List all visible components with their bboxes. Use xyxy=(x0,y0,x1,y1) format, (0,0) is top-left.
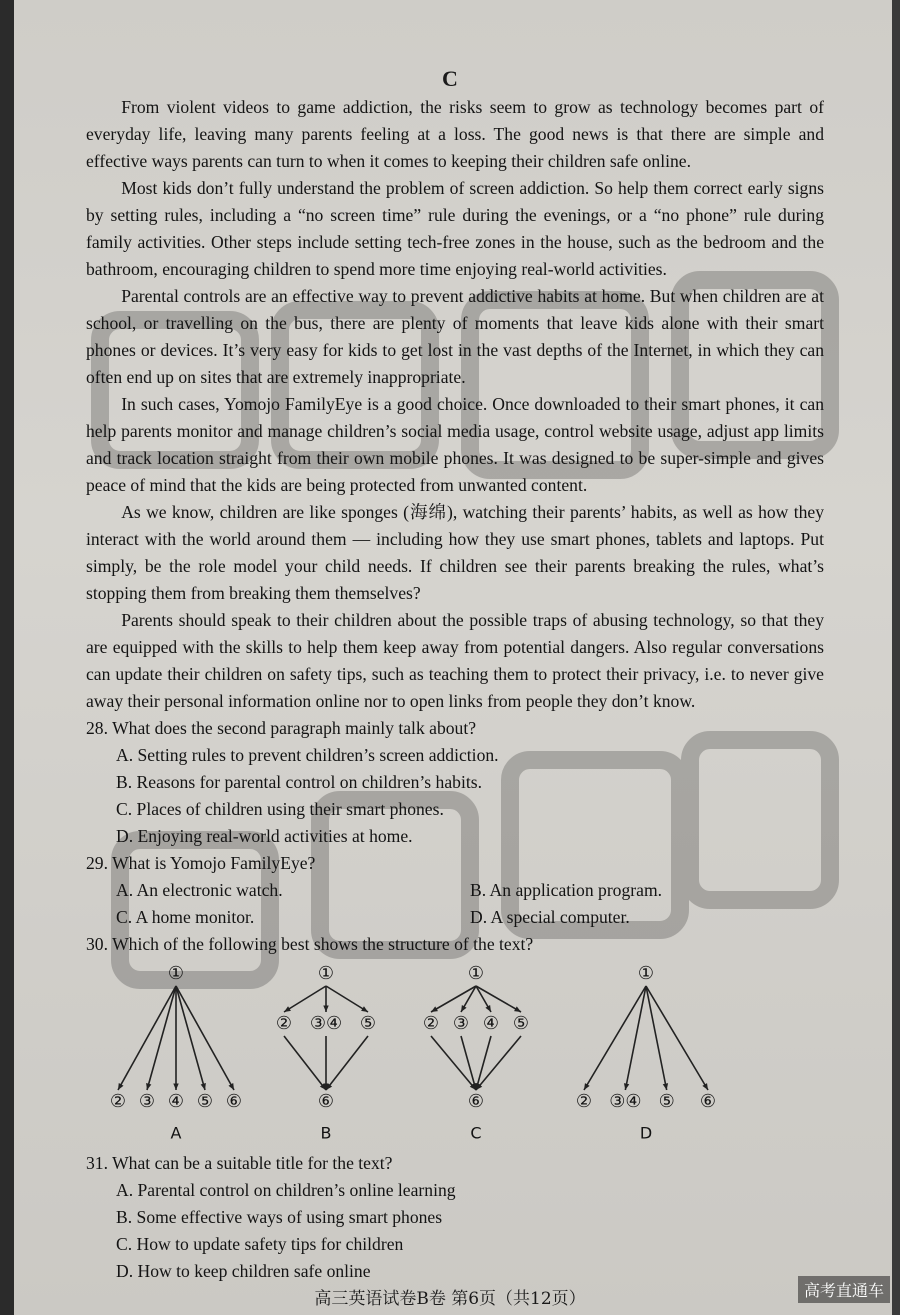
diagram-d-arrow-2-head xyxy=(663,1083,668,1090)
question-28 xyxy=(86,715,824,850)
question-30-stem: 30. Which of the following best shows the structure of the text? xyxy=(86,934,534,954)
diagram-b-letter: B xyxy=(320,1123,332,1142)
question-31-option-c: C. How to update safety tips for children xyxy=(116,1234,404,1254)
diagram-c-letter: C xyxy=(470,1123,482,1142)
diagram-b-middle-node-2: ⑤ xyxy=(359,1013,377,1034)
diagram-d-bottom-node-1: ③④ xyxy=(609,1091,642,1112)
diagram-b-arrow-top-2 xyxy=(326,986,368,1012)
diagram-a-arrow-0 xyxy=(118,986,176,1090)
watermark-badge: 高考直通车 xyxy=(798,1276,890,1303)
diagram-d-bottom-node-2: ⑤ xyxy=(658,1091,675,1112)
diagram-b-arrow-mid-2-0 xyxy=(326,1036,368,1090)
right-scan-edge xyxy=(892,0,900,1315)
paragraph-3: Parental controls are an effective way to prevent addictive habits at home. But when children are at school, or travelling on the bus, there are plenty of moments that leave kids alone with their smart phones or devices. It’s very easy for kids to get lost in the vast depths of the Internet, in which they can often end up on sites that are extremely inappropriate. xyxy=(86,286,824,387)
section-heading: C xyxy=(442,66,458,91)
paragraph-1: From violent videos to game addiction, the risks seem to grow as technology becomes part of everyday life, leaving many parents feeling at a loss. The good news is that there are simple and effective ways parents can turn to when it comes to keeping their children safe online. xyxy=(86,97,824,171)
paragraph-6: Parents should speak to their children about the possible traps of abusing technology, so that they are equipped with the skills to help them keep away from potential dangers. Also regular conversations can update their children on safety tips, such as teaching them to protect their privacy, i.e. to never give away their personal information online nor to open links from people they don’t know. xyxy=(86,610,824,711)
diagram-d-arrow-3 xyxy=(646,986,708,1090)
diagram-a-bottom-node-1: ③ xyxy=(138,1091,156,1112)
question-31-stem: 31. What can be a suitable title for the text? xyxy=(86,1153,393,1173)
diagram-c-middle-node-2: ④ xyxy=(482,1013,500,1034)
question-31-option-a: A. Parental control on children’s online learning xyxy=(116,1180,456,1200)
passage-and-questions xyxy=(86,94,824,1285)
question-29 xyxy=(86,850,824,931)
diagram-d-bottom-node-3: ⑥ xyxy=(699,1091,717,1112)
diagram-d-arrow-1 xyxy=(625,986,646,1090)
diagram-b-top-node: ① xyxy=(317,963,335,984)
diagram-d-bottom-node-0: ② xyxy=(575,1091,593,1112)
diagram-a-arrow-3 xyxy=(176,986,205,1090)
question-29-option-b: B. An application program. xyxy=(470,880,663,900)
diagram-b-middle-node-0: ② xyxy=(275,1013,293,1034)
diagram-a-letter: A xyxy=(170,1123,182,1142)
diagram-a-arrow-3-head xyxy=(201,1083,206,1090)
question-28-option-b: B. Reasons for parental control on children’s habits. xyxy=(116,772,482,792)
question-28-stem: 28. What does the second paragraph mainly talk about? xyxy=(86,718,477,738)
diagram-b-bottom-node-0: ⑥ xyxy=(317,1091,335,1112)
question-29-option-c: C. A home monitor. xyxy=(116,907,255,927)
question-31-option-d: D. How to keep children safe online xyxy=(116,1261,371,1281)
diagram-d-letter: D xyxy=(639,1123,653,1142)
diagram-c-top-node: ① xyxy=(467,963,485,984)
diagram-c-bottom-node-0: ⑥ xyxy=(467,1091,485,1112)
diagram-a-arrow-4 xyxy=(176,986,234,1090)
question-29-option-d: D. A special computer. xyxy=(470,907,630,927)
diagram-b-middle-node-1: ③④ xyxy=(309,1013,343,1034)
diagram-a-bottom-node-2: ④ xyxy=(167,1091,185,1112)
diagram-a-top-node: ① xyxy=(167,963,185,984)
diagram-c-middle-node-1: ③ xyxy=(452,1013,470,1034)
diagram-b-arrow-mid-0-0 xyxy=(284,1036,326,1090)
diagram-d-arrow-1-head xyxy=(624,1083,629,1090)
diagram-a-arrow-1-head xyxy=(146,1083,151,1090)
diagram-a-bottom-node-0: ② xyxy=(109,1091,127,1112)
diagram-d-arrow-2 xyxy=(646,986,667,1090)
diagram-a-bottom-node-3: ⑤ xyxy=(196,1091,214,1112)
question-31-option-b: B. Some effective ways of using smart phones xyxy=(116,1207,443,1227)
question-30 xyxy=(86,931,824,1142)
left-scan-edge xyxy=(0,0,14,1315)
page-footer: 高三英语试卷B卷 第6页（共12页） xyxy=(314,1289,586,1309)
structure-diagrams xyxy=(86,962,824,1142)
diagram-b-arrow-top-1-head xyxy=(323,1006,328,1012)
structure-diagrams-svg xyxy=(86,962,826,1142)
diagram-a-arrow-1 xyxy=(147,986,176,1090)
question-29-stem: 29. What is Yomojo FamilyEye? xyxy=(86,853,316,873)
paragraph-5: As we know, children are like sponges (海绵), watching their parents’ habits, as well as how they interact with the world around them — including how they use smart phones, tablets and laptops. Put simply, be the role model your child needs. If children see their parents breaking the rules, what’s stopping them from breaking them themselves? xyxy=(86,502,824,603)
diagram-b-arrow-top-0 xyxy=(284,986,326,1012)
paragraph-2: Most kids don’t fully understand the problem of screen addiction. So help them correct early signs by setting rules, including a “no screen time” rule during the evenings, or a “no phone” rule during family activities. Other steps include setting tech-free zones in the house, such as the bedroom and the bathroom, encouraging children to spend more time enjoying real-world activities. xyxy=(86,178,824,279)
paragraph-4: In such cases, Yomojo FamilyEye is a good choice. Once downloaded to their smart phones, it can help parents monitor and manage children’s social media usage, control website usage, adjust app limits and track location straight from their own mobile phones. It was designed to be super-simple and gives peace of mind that the kids are being protected from unwanted content. xyxy=(86,394,824,495)
diagram-a-bottom-node-4: ⑥ xyxy=(225,1091,243,1112)
question-28-option-a: A. Setting rules to prevent children’s screen addiction. xyxy=(116,745,499,765)
question-31 xyxy=(86,1150,824,1285)
diagram-c-middle-node-0: ② xyxy=(422,1013,440,1034)
diagram-c-middle-node-3: ⑤ xyxy=(512,1013,530,1034)
question-29-option-a: A. An electronic watch. xyxy=(116,880,283,900)
diagram-d-arrow-0 xyxy=(584,986,646,1090)
question-28-option-d: D. Enjoying real-world activities at home. xyxy=(116,826,413,846)
diagram-d-top-node: ① xyxy=(637,963,655,984)
diagram-a-arrow-2-head xyxy=(173,1084,178,1090)
question-28-option-c: C. Places of children using their smart phones. xyxy=(116,799,444,819)
